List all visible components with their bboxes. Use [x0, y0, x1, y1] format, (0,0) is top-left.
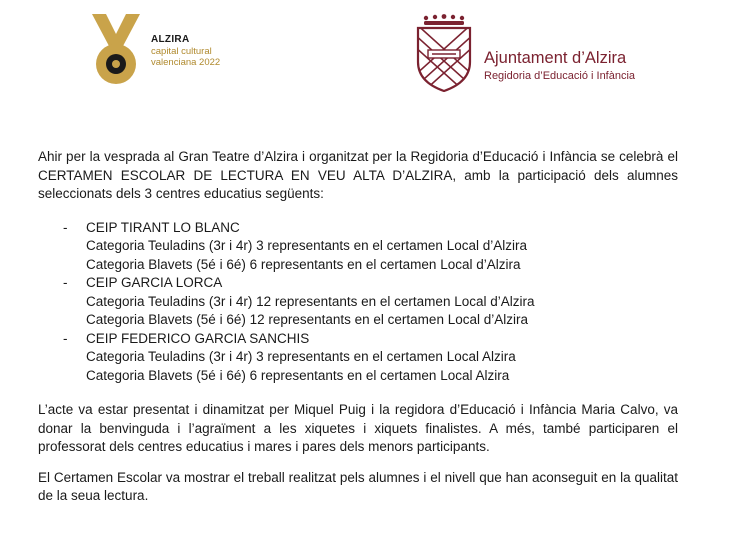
schools-list [38, 219, 678, 386]
category-line: Categoria Blavets (5é i 6é) 6 representants en el certamen Local d’Alzira [86, 256, 521, 272]
bullet-dash: - [63, 219, 68, 235]
alzira-coat-of-arms-icon [414, 14, 474, 92]
school-name: CEIP FEDERICO GARCIA SANCHIS [86, 330, 310, 346]
logo-tagline-line1: capital cultural [151, 46, 212, 57]
school-name: CEIP TIRANT LO BLANC [86, 219, 240, 235]
alzira-capital-cultural-logo-icon [90, 14, 142, 88]
category-line: Categoria Blavets (5é i 6é) 12 representants en el certamen Local d’Alzira [86, 312, 528, 327]
list-item [38, 330, 678, 386]
school-name: CEIP GARCIA LORCA [86, 275, 223, 290]
ajuntament-name: Ajuntament d’Alzira [484, 49, 627, 67]
category-line: Categoria Blavets (5é i 6é) 6 representants en el certamen Local Alzira [86, 367, 510, 383]
logo-brand-name: ALZIRA [151, 34, 190, 45]
category-line: Categoria Teuladins (3r i 4r) 3 representants en el certamen Local d’Alzira [86, 238, 527, 253]
closing-paragraph: El Certamen Escolar va mostrar el treball realitzat pels alumnes i el nivell que han aconseguit en la qualitat de la seua lectura. [38, 469, 678, 503]
category-line: Categoria Teuladins (3r i 4r) 3 representants en el certamen Local Alzira [86, 349, 516, 364]
intro-paragraph: Ahir per la vesprada al Gran Teatre d’Alzira i organitzat per la Regidoria d’Educació i Infància se celebrà el CERTAMEN ESCOLAR DE LECTURA EN VEU ALTA D’ALZIRA, amb la participació dels alumnes seleccionats dels 3 centres educatius següents: [38, 149, 678, 201]
article-body [38, 148, 678, 506]
alzira-capital-cultural-logo [90, 14, 260, 94]
list-item [38, 219, 678, 275]
category-line: Categoria Teuladins (3r i 4r) 12 representants en el certamen Local d’Alzira [86, 293, 535, 309]
list-item [38, 274, 678, 330]
event-paragraph: L’acte va estar presentat i dinamitzat per Miquel Puig i la regidora d’Educació i Infància Maria Calvo, va donar la benvinguda i l’agraïment a les xiquetes i xiquets finalistes. A més, també participaren el professorat dels centres educatius i mares i pares dels menors participants. [38, 402, 678, 454]
ajuntament-alzira-logo [414, 14, 714, 94]
department-name: Regidoria d’Educació i Infància [484, 70, 636, 82]
bullet-dash: - [63, 275, 68, 290]
bullet-dash: - [63, 330, 68, 346]
logo-tagline-line2: valenciana 2022 [151, 57, 221, 68]
